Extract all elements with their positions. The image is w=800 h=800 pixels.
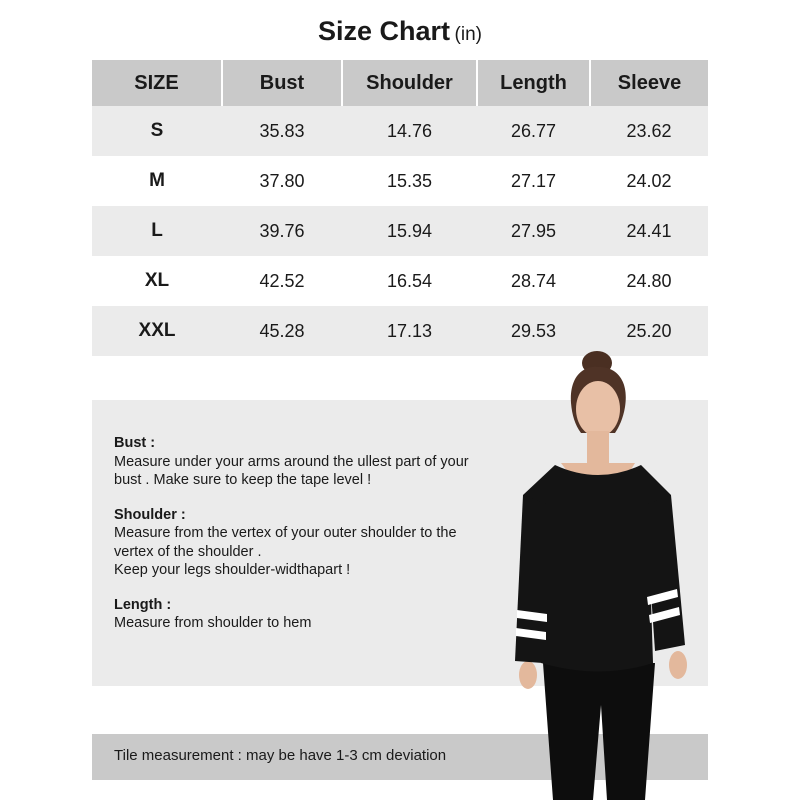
model-figure [495, 345, 705, 800]
cell-size: XL [92, 256, 222, 306]
header-sleeve: Sleeve [590, 60, 708, 106]
length-line: Measure from shoulder to hem [114, 615, 312, 631]
shoulder-line: Keep your legs shoulder-widthapart ! [114, 562, 351, 578]
length-label: Length : [114, 596, 172, 613]
bust-line: bust . Make sure to keep the tape level ! [114, 472, 372, 488]
cell-bust: 42.52 [222, 256, 342, 306]
cell-length: 27.95 [477, 206, 590, 256]
cell-sleeve: 24.80 [590, 256, 708, 306]
cell-shoulder: 15.94 [342, 206, 477, 256]
shoulder-line: Measure from the vertex of your outer shoulder to the [114, 525, 457, 541]
bust-section [114, 434, 514, 490]
cell-length: 27.17 [477, 156, 590, 206]
table-row [92, 256, 708, 306]
size-chart-title [0, 16, 800, 47]
cell-length: 26.77 [477, 106, 590, 156]
title-text: Size Chart [318, 16, 451, 46]
cell-shoulder: 14.76 [342, 106, 477, 156]
cell-bust: 37.80 [222, 156, 342, 206]
cell-bust: 39.76 [222, 206, 342, 256]
cell-size: L [92, 206, 222, 256]
cell-sleeve: 24.41 [590, 206, 708, 256]
cell-length: 28.74 [477, 256, 590, 306]
cell-length: 29.53 [477, 306, 590, 356]
cell-shoulder: 16.54 [342, 256, 477, 306]
cell-sleeve: 23.62 [590, 106, 708, 156]
face [576, 381, 620, 437]
cell-size: M [92, 156, 222, 206]
header-length: Length [477, 60, 590, 106]
neck [587, 431, 609, 463]
cell-sleeve: 25.20 [590, 306, 708, 356]
shoulder-line: vertex of the shoulder . [114, 543, 262, 560]
size-table [92, 60, 708, 356]
cell-shoulder: 15.35 [342, 156, 477, 206]
table-row [92, 156, 708, 206]
table-row [92, 206, 708, 256]
header-bust: Bust [222, 60, 342, 106]
shoulder-section [114, 506, 514, 580]
bust-line: Measure under your arms around the ullest part of your [114, 453, 469, 470]
right-hand [669, 651, 687, 679]
header-size: SIZE [92, 60, 222, 106]
header-shoulder: Shoulder [342, 60, 477, 106]
deviation-note-text: Tile measurement : may be have 1-3 cm deviation [114, 747, 447, 764]
table-header-row [92, 60, 708, 106]
left-hand [519, 661, 537, 689]
table-row [92, 106, 708, 156]
guide-text [114, 434, 514, 649]
leggings [543, 663, 655, 800]
cell-size: XXL [92, 306, 222, 356]
cell-sleeve: 24.02 [590, 156, 708, 206]
cell-size: S [92, 106, 222, 156]
cell-bust: 35.83 [222, 106, 342, 156]
shoulder-label: Shoulder : [114, 506, 186, 523]
bust-label: Bust : [114, 435, 156, 451]
cell-bust: 45.28 [222, 306, 342, 356]
title-unit: (in) [454, 24, 482, 45]
cell-shoulder: 17.13 [342, 306, 477, 356]
length-section [114, 596, 514, 633]
